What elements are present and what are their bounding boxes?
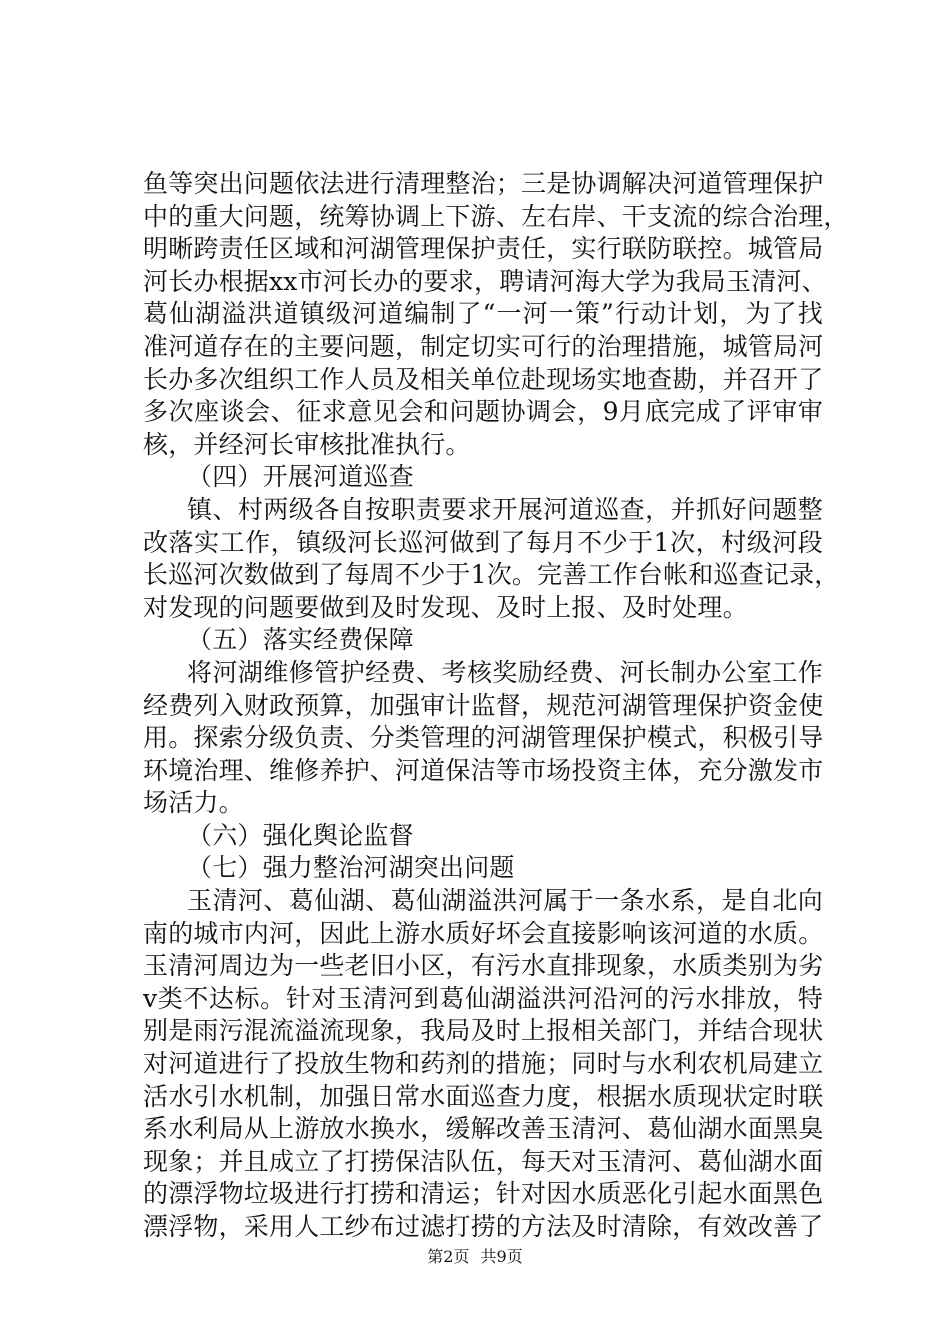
text-line: 鱼等突出问题依法进行清理整治；三是协调解决河道管理保护 bbox=[143, 169, 824, 198]
text-line: 对发现的问题要做到及时发现、及时上报、及时处理。 bbox=[143, 592, 748, 622]
text-line: 长巡河次数做到了每周不少于1次。完善工作台帐和巡查记录， bbox=[143, 560, 840, 590]
section-heading: （五）落实经费保障 bbox=[187, 625, 414, 655]
text-line: 核，并经河长审核批准执行。 bbox=[143, 429, 471, 459]
text-line: 场活力。 bbox=[143, 788, 244, 818]
text-line: 长办多次组织工作人员及相关单位赴现场实地查勘，并召开了 bbox=[143, 364, 824, 394]
text-line: 活水引水机制，加强日常水面巡查力度，根据水质现状定时联 bbox=[143, 1081, 824, 1111]
text-line: 将河湖维修管护经费、考核奖励经费、河长制办公室工作 bbox=[187, 657, 823, 687]
text-line: 准河道存在的主要问题，制定切实可行的治理措施，城管局河 bbox=[143, 331, 824, 361]
text-line: 中的重大问题，统筹协调上下游、左右岸、干支流的综合治理， bbox=[143, 201, 849, 231]
document-body bbox=[143, 168, 849, 1244]
text-line: 改落实工作，镇级河长巡河做到了每月不少于1次，村级河段 bbox=[143, 527, 823, 557]
text-line: 系水利局从上游放水换水，缓解改善玉清河、葛仙湖水面黑臭 bbox=[143, 1114, 824, 1144]
section-heading: （四）开展河道巡查 bbox=[187, 462, 414, 492]
text-line: 明晰跨责任区域和河湖管理保护责任，实行联防联控。城管局 bbox=[143, 234, 824, 264]
text-line: 葛仙湖溢洪道镇级河道编制了“一河一策”行动计划，为了找 bbox=[143, 299, 823, 329]
text-line: 用。探索分级负责、分类管理的河湖管理保护模式，积极引导 bbox=[143, 723, 824, 753]
section-heading: （六）强化舆论监督 bbox=[187, 820, 414, 850]
text-line: 南的城市内河，因此上游水质好坏会直接影响该河道的水质。 bbox=[143, 918, 824, 948]
text-line: 的漂浮物垃圾进行打捞和清运；针对因水质恶化引起水面黑色 bbox=[143, 1179, 824, 1209]
text-line: 对河道进行了投放生物和药剂的措施；同时与水利农机局建立 bbox=[143, 1049, 824, 1079]
text-line: 玉清河、葛仙湖、葛仙湖溢洪河属于一条水系，是自北向 bbox=[187, 886, 823, 916]
text-line: 河长办根据xx市河长办的要求，聘请河海大学为我局玉清河、 bbox=[143, 266, 827, 296]
text-line: 镇、村两级各自按职责要求开展河道巡查，并抓好问题整 bbox=[187, 494, 823, 524]
text-line: 漂浮物，采用人工纱布过滤打捞的方法及时清除，有效改善了 bbox=[143, 1212, 824, 1241]
text-line: 经费列入财政预算，加强审计监督，规范河湖管理保护资金使 bbox=[143, 690, 824, 720]
section-heading: （七）强力整治河湖突出问题 bbox=[187, 853, 515, 883]
text-line: v类不达标。针对玉清河到葛仙湖溢洪河沿河的污水排放，特 bbox=[143, 983, 823, 1013]
text-line: 玉清河周边为一些老旧小区，有污水直排现象，水质类别为劣 bbox=[143, 951, 824, 981]
page-footer: 第2页 共9页 bbox=[427, 1247, 523, 1266]
text-line: 多次座谈会、征求意见会和问题协调会，9月底完成了评审审 bbox=[143, 397, 823, 427]
text-line: 环境治理、维修养护、河道保洁等市场投资主体，充分激发市 bbox=[143, 755, 824, 785]
text-line: 别是雨污混流溢流现象，我局及时上报相关部门，并结合现状 bbox=[143, 1016, 824, 1046]
text-line: 现象；并且成立了打捞保洁队伍，每天对玉清河、葛仙湖水面 bbox=[143, 1146, 824, 1176]
